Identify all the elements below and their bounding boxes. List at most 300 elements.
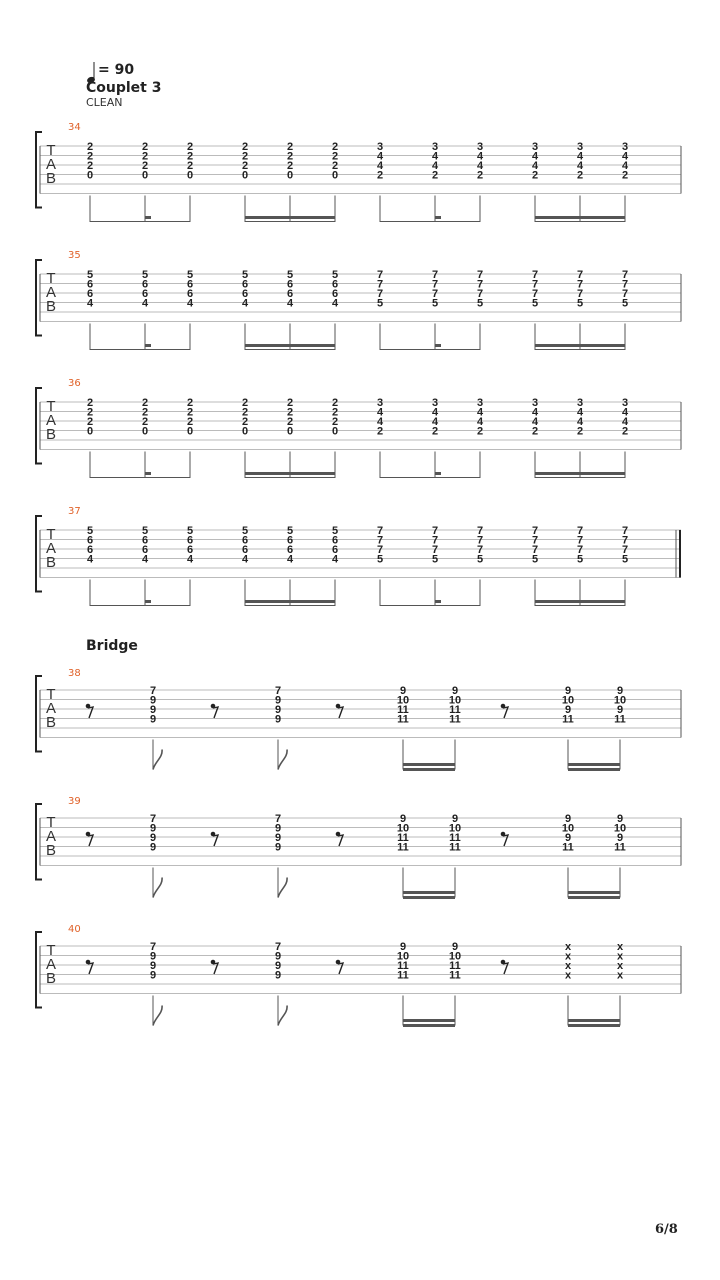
fret-number: 5 bbox=[431, 553, 439, 566]
fret-number: 4 bbox=[431, 150, 439, 163]
fret-number: 5 bbox=[186, 269, 194, 281]
fret-number: 6 bbox=[286, 544, 294, 556]
fret-number: 6 bbox=[186, 278, 194, 291]
fret-number: 4 bbox=[531, 406, 539, 419]
fret-number: 9 bbox=[274, 822, 282, 835]
fret-number: 5 bbox=[621, 553, 629, 566]
fret-number: 4 bbox=[286, 553, 294, 566]
fret-number: 6 bbox=[186, 544, 194, 556]
fret-number: 5 bbox=[241, 525, 249, 537]
fret-number: 5 bbox=[476, 297, 484, 310]
fret-number: 4 bbox=[576, 150, 584, 163]
fret-number: 11 bbox=[397, 832, 409, 844]
fret-number: 2 bbox=[531, 425, 539, 438]
bar-number: 36 bbox=[68, 378, 81, 389]
fret-number: 2 bbox=[141, 150, 149, 163]
eighth-rest bbox=[336, 704, 343, 718]
fret-number: 10 bbox=[613, 822, 627, 835]
eighth-rest bbox=[86, 960, 93, 974]
fret-number: 4 bbox=[576, 406, 584, 419]
tab-staff bbox=[0, 506, 720, 606]
fret-number: 5 bbox=[476, 553, 484, 566]
fret-number: 7 bbox=[576, 544, 584, 556]
bar-number: 40 bbox=[68, 924, 81, 935]
fret-number: 2 bbox=[186, 397, 194, 409]
section-title-bridge: Bridge bbox=[86, 638, 138, 654]
fret-number: 7 bbox=[431, 525, 439, 537]
fret-number: 2 bbox=[576, 169, 584, 182]
fret-number: 2 bbox=[331, 141, 339, 153]
tab-system bbox=[0, 250, 720, 350]
fret-number: 9 bbox=[149, 969, 157, 982]
fret-number: 7 bbox=[621, 534, 629, 547]
fret-number: 5 bbox=[576, 297, 584, 310]
fret-number: 9 bbox=[149, 841, 157, 854]
fret-number: 7 bbox=[431, 288, 439, 300]
fret-number: 7 bbox=[274, 813, 282, 825]
style-label-clean: CLEAN bbox=[86, 96, 123, 109]
fret-number: 7 bbox=[576, 269, 584, 281]
fret-number: 11 bbox=[449, 713, 461, 726]
fret-number: 4 bbox=[186, 553, 194, 566]
fret-number: 9 bbox=[399, 813, 407, 825]
fret-number: 2 bbox=[431, 425, 439, 438]
fret-number: 4 bbox=[621, 160, 629, 172]
fret-number: 3 bbox=[531, 397, 539, 409]
fret-number: 6 bbox=[241, 534, 249, 547]
fret-number: 2 bbox=[621, 169, 629, 182]
eighth-flag bbox=[278, 878, 287, 898]
fret-number: 7 bbox=[431, 534, 439, 547]
fret-number: 2 bbox=[286, 397, 294, 409]
fret-number: 4 bbox=[531, 160, 539, 172]
fret-number: 7 bbox=[621, 288, 629, 300]
fret-number: 0 bbox=[141, 425, 149, 438]
fret-number: 2 bbox=[141, 416, 149, 428]
tab-clef-letter: B bbox=[45, 714, 57, 731]
fret-number: 6 bbox=[141, 544, 149, 556]
fret-number: 7 bbox=[576, 534, 584, 547]
fret-number: 10 bbox=[613, 694, 627, 707]
dead-note: x bbox=[616, 960, 624, 972]
fret-number: 4 bbox=[376, 406, 384, 419]
fret-number: 5 bbox=[241, 269, 249, 281]
fret-number: 11 bbox=[397, 960, 409, 972]
dead-note: x bbox=[616, 950, 624, 963]
fret-number: 7 bbox=[476, 288, 484, 300]
fret-number: 11 bbox=[449, 841, 461, 854]
fret-number: 0 bbox=[186, 425, 194, 438]
tab-clef-letter: T bbox=[46, 686, 56, 703]
fret-number: 2 bbox=[241, 406, 249, 419]
fret-number: 7 bbox=[476, 269, 484, 281]
fret-number: 2 bbox=[141, 160, 149, 172]
fret-number: 9 bbox=[274, 960, 282, 972]
fret-number: 5 bbox=[86, 269, 94, 281]
fret-number: 11 bbox=[397, 841, 409, 854]
fret-number: 0 bbox=[186, 169, 194, 182]
fret-number: 7 bbox=[621, 544, 629, 556]
fret-number: 7 bbox=[476, 544, 484, 556]
system-bracket bbox=[36, 676, 42, 752]
section-title-couplet: Couplet 3 bbox=[86, 80, 162, 96]
fret-number: 4 bbox=[241, 297, 249, 310]
fret-number: 2 bbox=[86, 150, 94, 163]
fret-number: 9 bbox=[274, 832, 282, 844]
fret-number: 5 bbox=[286, 269, 294, 281]
system-bracket bbox=[36, 260, 42, 336]
fret-number: 7 bbox=[531, 544, 539, 556]
fret-number: 4 bbox=[141, 297, 149, 310]
fret-number: 9 bbox=[564, 685, 572, 697]
tab-clef-letter: A bbox=[45, 156, 57, 173]
fret-number: 5 bbox=[286, 525, 294, 537]
fret-number: 2 bbox=[286, 150, 294, 163]
system-bracket bbox=[36, 132, 42, 208]
fret-number: 10 bbox=[448, 822, 462, 835]
fret-number: 4 bbox=[376, 150, 384, 163]
fret-number: 7 bbox=[376, 544, 384, 556]
fret-number: 9 bbox=[616, 685, 624, 697]
fret-number: 4 bbox=[86, 553, 94, 566]
fret-number: 11 bbox=[449, 969, 461, 982]
system-bracket bbox=[36, 516, 42, 592]
fret-number: 9 bbox=[399, 941, 407, 953]
fret-number: 11 bbox=[397, 713, 409, 726]
fret-number: 4 bbox=[621, 406, 629, 419]
fret-number: 2 bbox=[431, 169, 439, 182]
fret-number: 7 bbox=[621, 269, 629, 281]
fret-number: 4 bbox=[476, 150, 484, 163]
fret-number: 4 bbox=[186, 297, 194, 310]
fret-number: 11 bbox=[562, 713, 574, 726]
fret-number: 6 bbox=[286, 534, 294, 547]
fret-number: 2 bbox=[241, 397, 249, 409]
fret-number: 6 bbox=[286, 288, 294, 300]
fret-number: 4 bbox=[576, 160, 584, 172]
fret-number: 2 bbox=[376, 425, 384, 438]
fret-number: 9 bbox=[616, 813, 624, 825]
tab-clef-letter: T bbox=[46, 814, 56, 831]
fret-number: 7 bbox=[476, 534, 484, 547]
fret-number: 2 bbox=[241, 160, 249, 172]
fret-number: 9 bbox=[451, 941, 459, 953]
tab-staff bbox=[0, 924, 720, 1029]
tab-clef-letter: A bbox=[45, 828, 57, 845]
tab-clef-letter: B bbox=[45, 554, 57, 571]
dead-note: x bbox=[564, 950, 572, 963]
tab-clef-letter: B bbox=[45, 842, 57, 859]
fret-number: 2 bbox=[86, 406, 94, 419]
dead-note: x bbox=[616, 941, 624, 953]
fret-number: 9 bbox=[274, 694, 282, 707]
bar-number: 39 bbox=[68, 796, 81, 807]
fret-number: 11 bbox=[397, 704, 409, 716]
tab-clef-letter: A bbox=[45, 956, 57, 973]
page-number: 6/8 bbox=[655, 1222, 678, 1237]
fret-number: 0 bbox=[86, 169, 94, 182]
fret-number: 3 bbox=[621, 141, 629, 153]
fret-number: 7 bbox=[531, 269, 539, 281]
fret-number: 7 bbox=[476, 278, 484, 291]
fret-number: 11 bbox=[449, 960, 461, 972]
system-bracket bbox=[36, 932, 42, 1008]
fret-number: 3 bbox=[431, 397, 439, 409]
fret-number: 11 bbox=[614, 713, 626, 726]
tab-clef-letter: T bbox=[46, 526, 56, 543]
eighth-rest bbox=[336, 960, 343, 974]
fret-number: 10 bbox=[561, 822, 575, 835]
fret-number: 6 bbox=[186, 534, 194, 547]
tab-staff bbox=[0, 250, 720, 350]
fret-number: 5 bbox=[376, 553, 384, 566]
fret-number: 5 bbox=[186, 525, 194, 537]
fret-number: 2 bbox=[86, 416, 94, 428]
fret-number: 2 bbox=[241, 150, 249, 163]
fret-number: 0 bbox=[141, 169, 149, 182]
fret-number: 4 bbox=[376, 160, 384, 172]
fret-number: 6 bbox=[141, 278, 149, 291]
fret-number: 2 bbox=[576, 425, 584, 438]
fret-number: 9 bbox=[451, 685, 459, 697]
fret-number: 11 bbox=[562, 841, 574, 854]
fret-number: 2 bbox=[186, 150, 194, 163]
fret-number: 7 bbox=[149, 941, 157, 953]
fret-number: 2 bbox=[331, 397, 339, 409]
fret-number: 7 bbox=[431, 278, 439, 291]
fret-number: 5 bbox=[331, 525, 339, 537]
fret-number: 2 bbox=[621, 425, 629, 438]
fret-number: 0 bbox=[241, 169, 249, 182]
dead-note: x bbox=[616, 969, 624, 982]
eighth-rest bbox=[211, 960, 218, 974]
fret-number: 5 bbox=[331, 269, 339, 281]
tab-staff bbox=[0, 796, 720, 901]
tab-system bbox=[0, 378, 720, 478]
fret-number: 7 bbox=[274, 941, 282, 953]
fret-number: 9 bbox=[564, 813, 572, 825]
fret-number: 2 bbox=[86, 160, 94, 172]
eighth-flag bbox=[153, 1006, 162, 1026]
eighth-rest bbox=[211, 832, 218, 846]
eighth-flag bbox=[278, 1006, 287, 1026]
tab-staff bbox=[0, 378, 720, 478]
fret-number: 6 bbox=[331, 288, 339, 300]
fret-number: 7 bbox=[376, 525, 384, 537]
tab-system bbox=[0, 122, 720, 222]
tab-clef-letter: B bbox=[45, 426, 57, 443]
eighth-rest bbox=[86, 832, 93, 846]
tab-system bbox=[0, 668, 720, 773]
tab-clef-letter: B bbox=[45, 970, 57, 987]
fret-number: 2 bbox=[286, 416, 294, 428]
eighth-flag bbox=[153, 878, 162, 898]
fret-number: 9 bbox=[564, 832, 572, 844]
fret-number: 0 bbox=[86, 425, 94, 438]
fret-number: 10 bbox=[561, 694, 575, 707]
bar-number: 35 bbox=[68, 250, 81, 261]
fret-number: 2 bbox=[331, 150, 339, 163]
fret-number: 5 bbox=[141, 525, 149, 537]
fret-number: 4 bbox=[286, 297, 294, 310]
dead-note: x bbox=[564, 969, 572, 982]
fret-number: 9 bbox=[149, 832, 157, 844]
fret-number: 2 bbox=[476, 169, 484, 182]
fret-number: 7 bbox=[576, 278, 584, 291]
fret-number: 7 bbox=[376, 534, 384, 547]
fret-number: 4 bbox=[576, 416, 584, 428]
tab-staff bbox=[0, 668, 720, 773]
fret-number: 9 bbox=[149, 694, 157, 707]
bar-number: 38 bbox=[68, 668, 81, 679]
bar-number: 37 bbox=[68, 506, 81, 517]
fret-number: 2 bbox=[376, 169, 384, 182]
eighth-rest bbox=[86, 704, 93, 718]
tab-clef-letter: A bbox=[45, 284, 57, 301]
fret-number: 9 bbox=[564, 704, 572, 716]
fret-number: 10 bbox=[448, 694, 462, 707]
fret-number: 7 bbox=[621, 525, 629, 537]
tab-clef-letter: T bbox=[46, 398, 56, 415]
fret-number: 5 bbox=[376, 297, 384, 310]
fret-number: 2 bbox=[331, 416, 339, 428]
fret-number: 6 bbox=[141, 534, 149, 547]
fret-number: 7 bbox=[531, 278, 539, 291]
fret-number: 2 bbox=[186, 160, 194, 172]
fret-number: 7 bbox=[431, 269, 439, 281]
fret-number: 2 bbox=[241, 141, 249, 153]
fret-number: 7 bbox=[576, 288, 584, 300]
fret-number: 2 bbox=[86, 141, 94, 153]
fret-number: 3 bbox=[431, 141, 439, 153]
system-bracket bbox=[36, 388, 42, 464]
fret-number: 5 bbox=[621, 297, 629, 310]
tempo-value: = 90 bbox=[98, 62, 135, 78]
fret-number: 3 bbox=[376, 397, 384, 409]
fret-number: 9 bbox=[149, 713, 157, 726]
fret-number: 7 bbox=[274, 685, 282, 697]
fret-number: 5 bbox=[141, 269, 149, 281]
fret-number: 2 bbox=[186, 406, 194, 419]
fret-number: 0 bbox=[331, 425, 339, 438]
fret-number: 2 bbox=[186, 141, 194, 153]
fret-number: 9 bbox=[149, 822, 157, 835]
fret-number: 7 bbox=[531, 534, 539, 547]
eighth-rest bbox=[211, 704, 218, 718]
fret-number: 4 bbox=[431, 406, 439, 419]
fret-number: 10 bbox=[396, 950, 410, 963]
fret-number: 9 bbox=[274, 704, 282, 716]
fret-number: 6 bbox=[86, 544, 94, 556]
fret-number: 2 bbox=[286, 141, 294, 153]
fret-number: 11 bbox=[397, 969, 409, 982]
fret-number: 2 bbox=[86, 397, 94, 409]
fret-number: 3 bbox=[576, 141, 584, 153]
fret-number: 6 bbox=[241, 278, 249, 291]
fret-number: 2 bbox=[331, 160, 339, 172]
fret-number: 6 bbox=[186, 288, 194, 300]
fret-number: 6 bbox=[331, 278, 339, 291]
fret-number: 6 bbox=[241, 288, 249, 300]
fret-number: 0 bbox=[241, 425, 249, 438]
fret-number: 9 bbox=[149, 960, 157, 972]
fret-number: 3 bbox=[576, 397, 584, 409]
fret-number: 7 bbox=[376, 278, 384, 291]
fret-number: 2 bbox=[331, 406, 339, 419]
fret-number: 5 bbox=[576, 553, 584, 566]
fret-number: 2 bbox=[141, 397, 149, 409]
fret-number: 7 bbox=[531, 288, 539, 300]
fret-number: 2 bbox=[531, 169, 539, 182]
fret-number: 4 bbox=[476, 160, 484, 172]
fret-number: 4 bbox=[621, 150, 629, 163]
fret-number: 4 bbox=[241, 553, 249, 566]
fret-number: 6 bbox=[286, 278, 294, 291]
fret-number: 4 bbox=[431, 160, 439, 172]
fret-number: 7 bbox=[149, 685, 157, 697]
fret-number: 4 bbox=[376, 416, 384, 428]
fret-number: 3 bbox=[476, 141, 484, 153]
eighth-flag bbox=[153, 750, 162, 770]
eighth-rest bbox=[501, 704, 508, 718]
tab-system bbox=[0, 796, 720, 901]
fret-number: 7 bbox=[431, 544, 439, 556]
fret-number: 9 bbox=[274, 841, 282, 854]
tab-clef-letter: T bbox=[46, 942, 56, 959]
dead-note: x bbox=[564, 960, 572, 972]
tab-system bbox=[0, 506, 720, 606]
tab-staff bbox=[0, 122, 720, 222]
tab-clef-letter: A bbox=[45, 540, 57, 557]
fret-number: 3 bbox=[376, 141, 384, 153]
fret-number: 6 bbox=[86, 288, 94, 300]
fret-number: 7 bbox=[576, 525, 584, 537]
tab-clef-letter: T bbox=[46, 142, 56, 159]
fret-number: 5 bbox=[86, 525, 94, 537]
tab-clef-letter: B bbox=[45, 170, 57, 187]
fret-number: 11 bbox=[614, 841, 626, 854]
fret-number: 4 bbox=[141, 553, 149, 566]
fret-number: 9 bbox=[616, 704, 624, 716]
fret-number: 7 bbox=[149, 813, 157, 825]
fret-number: 2 bbox=[286, 406, 294, 419]
fret-number: 6 bbox=[241, 544, 249, 556]
fret-number: 4 bbox=[331, 297, 339, 310]
eighth-rest bbox=[501, 832, 508, 846]
tab-clef-letter: A bbox=[45, 700, 57, 717]
eighth-flag bbox=[278, 750, 287, 770]
tab-clef-letter: A bbox=[45, 412, 57, 429]
fret-number: 7 bbox=[621, 278, 629, 291]
fret-number: 5 bbox=[431, 297, 439, 310]
fret-number: 5 bbox=[531, 553, 539, 566]
fret-number: 9 bbox=[274, 950, 282, 963]
fret-number: 6 bbox=[141, 288, 149, 300]
fret-number: 7 bbox=[376, 269, 384, 281]
fret-number: 2 bbox=[141, 406, 149, 419]
fret-number: 6 bbox=[331, 544, 339, 556]
fret-number: 4 bbox=[531, 416, 539, 428]
tab-clef-letter: B bbox=[45, 298, 57, 315]
system-bracket bbox=[36, 804, 42, 880]
fret-number: 9 bbox=[616, 832, 624, 844]
tab-system bbox=[0, 924, 720, 1029]
fret-number: 2 bbox=[286, 160, 294, 172]
fret-number: 9 bbox=[149, 704, 157, 716]
fret-number: 11 bbox=[449, 704, 461, 716]
fret-number: 4 bbox=[476, 416, 484, 428]
fret-number: 2 bbox=[241, 416, 249, 428]
